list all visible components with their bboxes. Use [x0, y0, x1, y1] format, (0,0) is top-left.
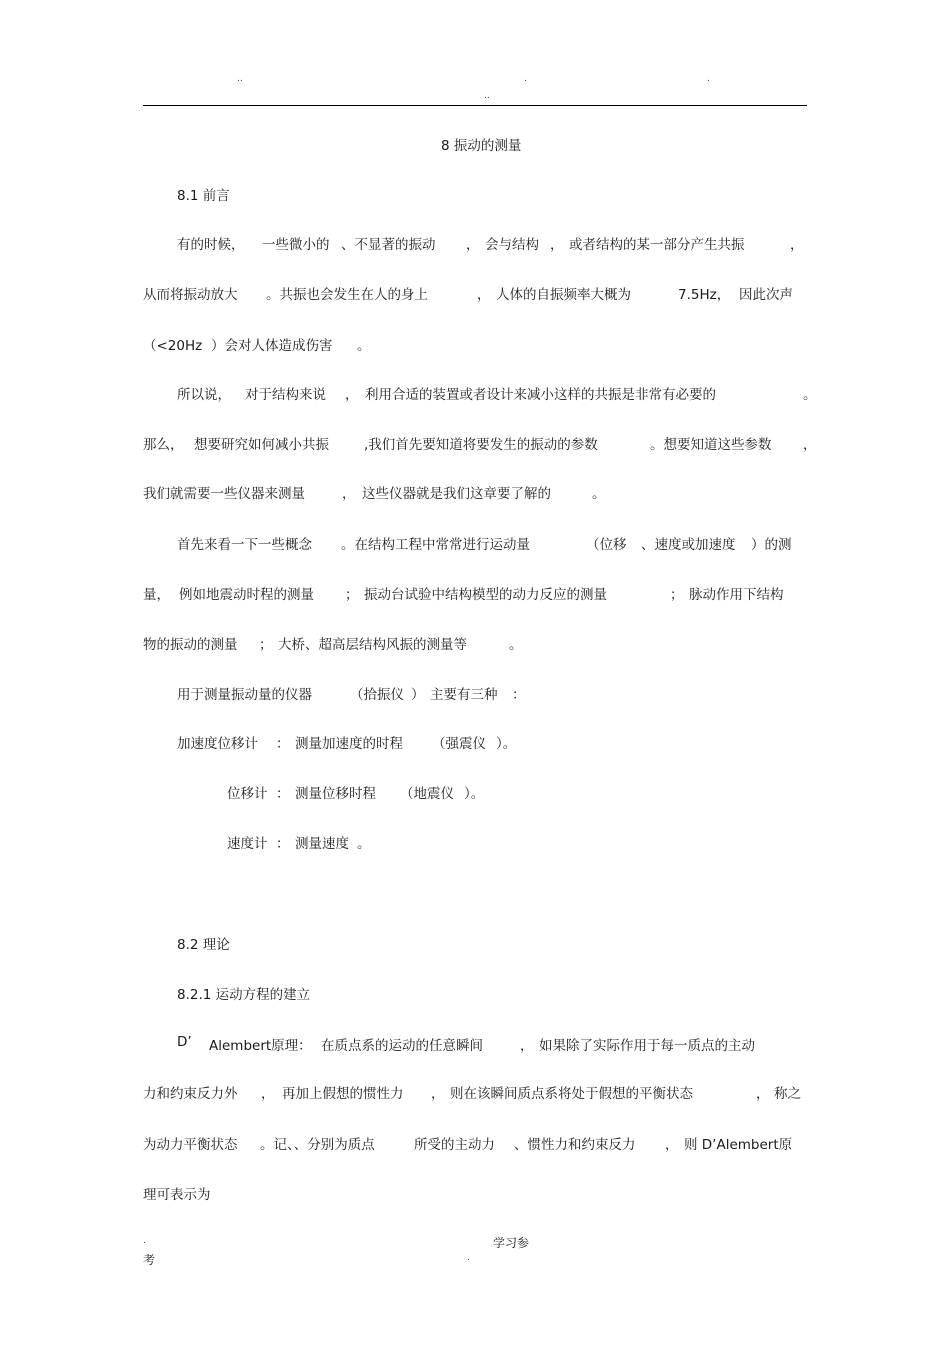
text-segment: 会与结构	[485, 237, 539, 253]
text-segment: 我们就需要一些仪器来测量	[143, 486, 305, 502]
text-segment: 所受的主动力	[414, 1137, 495, 1153]
text-segment: ，	[520, 1038, 534, 1054]
text-segment: 则在该瞬间质点系将处于假想的平衡状态	[450, 1086, 693, 1102]
text-segment: 加速度位移计	[177, 736, 258, 752]
text-segment: 利用合适的装置或者设计来减小这样的共振是非常有必要的	[365, 387, 716, 403]
text-segment: 如果除了实际作用于每一质点的主动	[539, 1038, 755, 1054]
text-segment: 。	[357, 338, 371, 354]
text-segment: ，	[431, 1086, 445, 1102]
text-segment: ，	[345, 387, 359, 403]
text-segment: Alembert原理：	[209, 1038, 312, 1054]
text-segment: 那么，	[143, 437, 184, 453]
text-segment: D’	[177, 1034, 192, 1050]
text-segment: ：	[276, 836, 290, 852]
text-segment: 。想要知道这些参数	[650, 437, 772, 453]
text-segment: 再加上假想的惯性力	[282, 1086, 404, 1102]
text-segment: 大桥、超高层结构风振的测量等	[278, 637, 467, 653]
text-segment: ；	[670, 587, 684, 603]
text-segment: 速度计	[227, 836, 268, 852]
text-segment: 。记、、分别为质点	[260, 1137, 375, 1153]
text-segment: 对于结构来说	[245, 387, 326, 403]
text-segment: 7.5Hz，	[678, 287, 731, 303]
text-segment: 位移计	[227, 786, 268, 802]
text-segment: ）。	[496, 736, 517, 752]
text-segment: （强震仪	[432, 736, 486, 752]
text-segment: 振动台试验中结构模型的动力反应的测量	[364, 587, 607, 603]
text-segment: 。共振也会发生在人的身上	[266, 287, 428, 303]
header-rule	[143, 105, 807, 106]
section-8-1-heading: 8.1 前言	[177, 188, 230, 204]
text-segment: ，	[477, 287, 491, 303]
text-segment: 称之	[774, 1086, 801, 1102]
text-segment: ，	[665, 1137, 679, 1153]
text-segment: 。	[357, 836, 371, 852]
text-segment: （地震仪	[400, 786, 454, 802]
text-segment: 、惯性力和约束反力	[514, 1137, 636, 1153]
text-segment: 。	[592, 486, 606, 502]
text-segment: 主要有三种	[430, 687, 498, 703]
text-segment: ，	[261, 1086, 275, 1102]
text-segment: 。在结构工程中常常进行运动量	[341, 537, 530, 553]
text-segment: ；	[345, 587, 359, 603]
text-segment: ；	[259, 637, 273, 653]
text-segment: 一些微小的	[262, 237, 330, 253]
footer-right-dot: .	[467, 1253, 470, 1263]
text-segment: 从而将振动放大	[143, 287, 238, 303]
text-segment: 测量位移时程	[295, 786, 376, 802]
text-segment: 在质点系的运动的任意瞬间	[321, 1038, 483, 1054]
text-segment: 因此次声	[739, 287, 793, 303]
header-mark-mid: .	[524, 74, 527, 84]
chapter-title: 8 振动的测量	[441, 138, 522, 154]
text-segment: ，	[550, 237, 564, 253]
text-segment: 则 D’Alembert原	[684, 1137, 793, 1153]
text-segment: ）的测	[751, 537, 792, 553]
text-segment: 有的时候，	[177, 237, 245, 253]
text-segment: ，	[342, 486, 356, 502]
text-segment: 、不显著的振动	[341, 237, 436, 253]
text-segment: （拾振仪	[350, 687, 404, 703]
text-segment: ：	[276, 786, 290, 802]
text-segment: 物的振动的测量	[143, 637, 238, 653]
text-segment: （位移	[586, 537, 627, 553]
text-segment: 测量速度	[295, 836, 349, 852]
text-segment: 人体的自振频率大概为	[496, 287, 631, 303]
text-segment: ，	[803, 437, 817, 453]
text-segment: 测量加速度的时程	[295, 736, 403, 752]
text-segment: 量，	[143, 587, 170, 603]
footer-left-dot: .	[143, 1236, 146, 1246]
text-segment: 想要研究如何减小共振	[194, 437, 329, 453]
text-segment: 理可表示为	[143, 1187, 211, 1203]
text-segment: （<20Hz	[143, 338, 203, 354]
text-segment: ：	[512, 687, 526, 703]
text-segment: 这些仪器就是我们这章要了解的	[362, 486, 551, 502]
section-8-2-1-heading: 8.2.1 运动方程的建立	[177, 987, 311, 1003]
footer-left-text: 考	[143, 1253, 156, 1267]
text-segment: ,我们首先要知道将要发生的振动的参数	[364, 437, 598, 453]
text-segment: ）会对人体造成伤害	[211, 338, 333, 354]
header-mark-right: .	[707, 74, 710, 84]
text-segment: 例如地震动时程的测量	[179, 587, 314, 603]
text-segment: ，	[756, 1086, 770, 1102]
text-segment: 。	[509, 637, 523, 653]
section-8-2-heading: 8.2 理论	[177, 937, 230, 953]
text-segment: 用于测量振动量的仪器	[177, 687, 312, 703]
text-segment: 或者结构的某一部分产生共振	[569, 237, 745, 253]
text-segment: 脉动作用下结构	[689, 587, 784, 603]
text-segment: ，	[466, 237, 480, 253]
text-segment: 力和约束反力外	[143, 1086, 238, 1102]
text-segment: 首先来看一下一些概念	[177, 537, 312, 553]
text-segment: ）。	[464, 786, 485, 802]
header-mark-under: ..	[484, 91, 490, 101]
footer-center-text: 学习参	[493, 1236, 530, 1250]
text-segment: 。	[803, 387, 817, 403]
text-segment: ：	[276, 736, 290, 752]
text-segment: 所以说，	[177, 387, 231, 403]
header-mark-left: ..	[237, 74, 243, 84]
text-segment: 为动力平衡状态	[143, 1137, 238, 1153]
text-segment: 、速度或加速度	[641, 537, 736, 553]
text-segment: ，	[790, 237, 804, 253]
text-segment: ）	[411, 687, 425, 703]
